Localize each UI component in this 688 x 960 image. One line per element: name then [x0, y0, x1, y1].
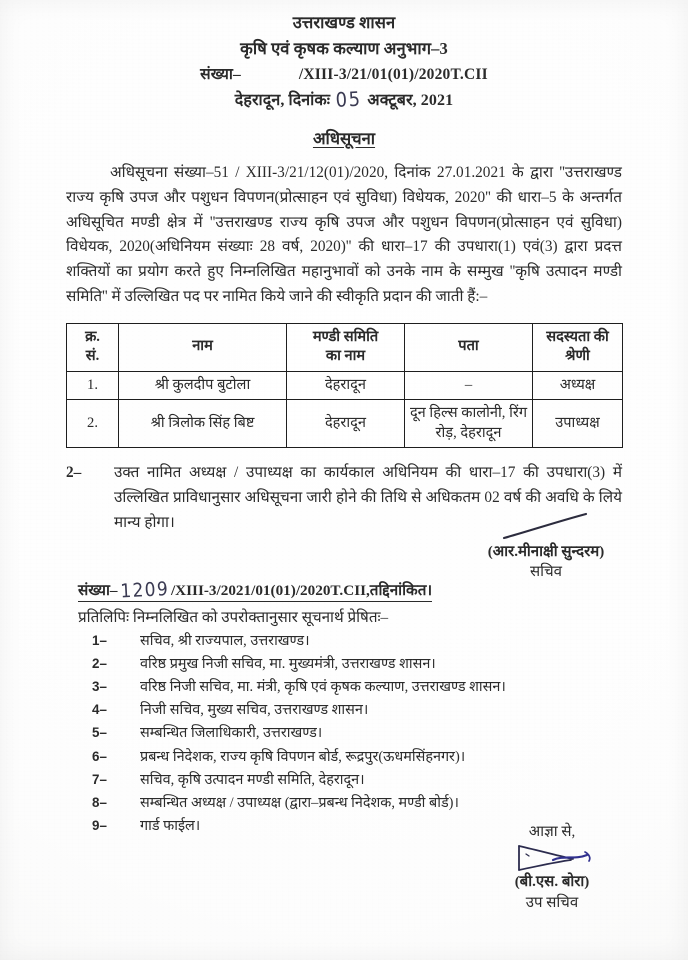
nomination-table	[66, 323, 623, 449]
list-item-text: वरिष्ठ निजी सचिव, मा. मंत्री, कृषि एवं कृषक कल्याण, उत्तराखण्ड शासन।	[140, 679, 506, 696]
document-body	[66, 161, 622, 536]
list-item-number: 4–	[92, 702, 107, 718]
list-item-number: 2–	[92, 656, 107, 672]
list-item	[78, 700, 644, 722]
cell-name: श्री त्रिलोक सिंह बिष्ट	[119, 400, 287, 448]
col-header-name: नाम	[119, 323, 287, 371]
list-item	[78, 747, 644, 769]
list-item-number: 8–	[92, 794, 107, 810]
col-header-serial: क्र. सं.	[67, 323, 119, 371]
signatory-name: (आर.मीनाक्षी सुन्दरम)	[487, 544, 605, 560]
table-row	[67, 400, 623, 448]
table-row	[67, 371, 623, 400]
endorsement-number-label: संख्या–	[78, 582, 118, 599]
signature-block-deputy-secretary	[436, 822, 668, 913]
cell-serial: 1.	[67, 371, 119, 400]
cell-name: श्री कुलदीप बुटोला	[119, 371, 287, 400]
recipient-list	[78, 631, 644, 837]
list-item	[78, 770, 644, 792]
list-item-number: 5–	[92, 725, 107, 741]
date-month-year: अक्टूबर, 2021	[367, 91, 454, 109]
list-item	[78, 723, 644, 745]
list-item	[78, 631, 644, 653]
list-item	[78, 677, 644, 699]
signature-mark-icon	[436, 842, 668, 872]
list-item-number: 3–	[92, 679, 107, 695]
department-name: कृषि एवं कृषक कल्याण अनुभाग–3	[240, 38, 448, 58]
list-item-text: सम्बन्धित अध्यक्ष / उपाध्यक्ष (द्वारा–प्रबन्ध निदेशक, मण्डी बोर्ड)।	[140, 794, 459, 811]
col-header-mandi-committee: मण्डी समिति का नाम	[287, 323, 405, 371]
list-item-text: सचिव, कृषि उत्पादन मण्डी समिति, देहरादून।	[140, 771, 365, 788]
document-header	[0, 12, 688, 112]
cell-category: अध्यक्ष	[533, 371, 623, 400]
signatory-name: (बी.एस. बोरा)	[514, 874, 590, 891]
handwritten-endorsement-number: 1209	[119, 577, 170, 603]
list-item	[78, 793, 644, 815]
list-item-text: सचिव, श्री राज्यपाल, उत्तराखण्ड।	[140, 633, 310, 649]
list-item-text: सम्बन्धित जिलाधिकारी, उत्तराखण्ड।	[140, 725, 323, 742]
cell-serial: 2.	[67, 400, 119, 448]
list-item-text: गार्ड फाईल।	[140, 817, 201, 834]
paragraph-2-text: उक्त नामित अध्यक्ष / उपाध्यक्ष का कार्यकाल अधिनियम की धारा–17 की उपधारा(3) में उल्लिखित प्राविधानुसार अधिसूचना जारी होने की तिथि से अधिकतम 02 वर्ष की अवधि के लिये मान्य होगा।	[114, 464, 622, 531]
number-value: /XIII-3/21/01(01)/2020T.CII	[298, 65, 488, 83]
issuing-authority: उत्तराखण्ड शासन	[292, 13, 396, 32]
list-item-number: 6–	[92, 748, 107, 764]
list-item-number: 1–	[92, 633, 107, 648]
number-label: संख्या–	[200, 65, 241, 83]
copy-to-heading: प्रतिलिपिः निम्नलिखित को उपरोक्तानुसार सूचनार्थ प्रेषितः–	[78, 609, 389, 626]
cell-mandi: देहरादून	[287, 371, 405, 400]
signature-mark-icon	[430, 512, 662, 542]
signature-block-secretary	[430, 512, 662, 583]
signatory-designation: उप सचिव	[525, 894, 579, 911]
cell-address: –	[405, 371, 533, 400]
header-number-row	[0, 64, 688, 85]
list-item	[78, 654, 644, 676]
table-header-row	[67, 323, 623, 371]
list-item-number: 9–	[92, 817, 107, 833]
endorsement-number-value: /XIII-3/2021/01(01)/2020T.CII,तद्दिनांकित।	[170, 582, 433, 599]
by-order-label: आज्ञा से,	[528, 824, 576, 840]
signatory-designation: सचिव	[530, 564, 562, 581]
list-item-text: वरिष्ठ प्रमुख निजी सचिव, मा. मुख्यमंत्री, उत्तराखण्ड शासन।	[140, 656, 436, 673]
list-item-text: निजी सचिव, मुख्य सचिव, उत्तराखण्ड शासन।	[140, 702, 369, 719]
endorsement-number-line	[78, 577, 433, 603]
cell-mandi: देहरादून	[287, 400, 405, 448]
col-header-membership-category: सदस्यता की श्रेणी	[533, 323, 623, 371]
cell-category: उपाध्यक्ष	[533, 400, 623, 448]
cell-address: दून हिल्स कालोनी, रिंग रोड़, देहरादून	[405, 400, 533, 448]
place-date-row	[0, 86, 688, 112]
endorsement-section	[78, 577, 644, 837]
handwritten-date: 05	[335, 86, 363, 112]
place-and-date-label: देहरादून, दिनांकः	[234, 91, 331, 109]
paragraph-2-marker: 2–	[66, 464, 82, 482]
list-item-text: प्रबन्ध निदेशक, राज्य कृषि विपणन बोर्ड, रूद्रपुर(ऊधमसिंहनगर)।	[140, 748, 466, 765]
page-title: अधिसूचना	[312, 128, 376, 148]
list-item-number: 7–	[92, 771, 107, 787]
paragraph-1: अधिसूचना संख्या–51 / XIII-3/21/12(01)/2020, दिनांक 27.01.2021 के द्वारा ''उत्तराखण्ड राज्य कृषि उपज और पशुधन विपणन(प्रोत्साहन एवं सुविधा) विधेयक, 2020'' की धारा–5 के अन्तर्गत अधिसूचित मण्डी क्षेत्र में ''उत्तराखण्ड राज्य कृषि उपज और पशुधन विपणन(प्रोत्साहन एवं सुविधा) विधेयक, 2020(अधिनियम संख्याः 28 वर्ष, 2020)'' की धारा–17 की उपधारा(1) एवं(3) द्वारा प्रदत्त शक्तियों का प्रयोग करते हुए निम्नलिखित महानुभावों को उनके नाम के सम्मुख ''कृषि उत्पादन मण्डी समिति'' में उल्लिखित पद पर नामित किये जाने की स्वीकृति प्रदान की जाती हैं:–	[66, 163, 622, 305]
col-header-address: पता	[405, 323, 533, 371]
